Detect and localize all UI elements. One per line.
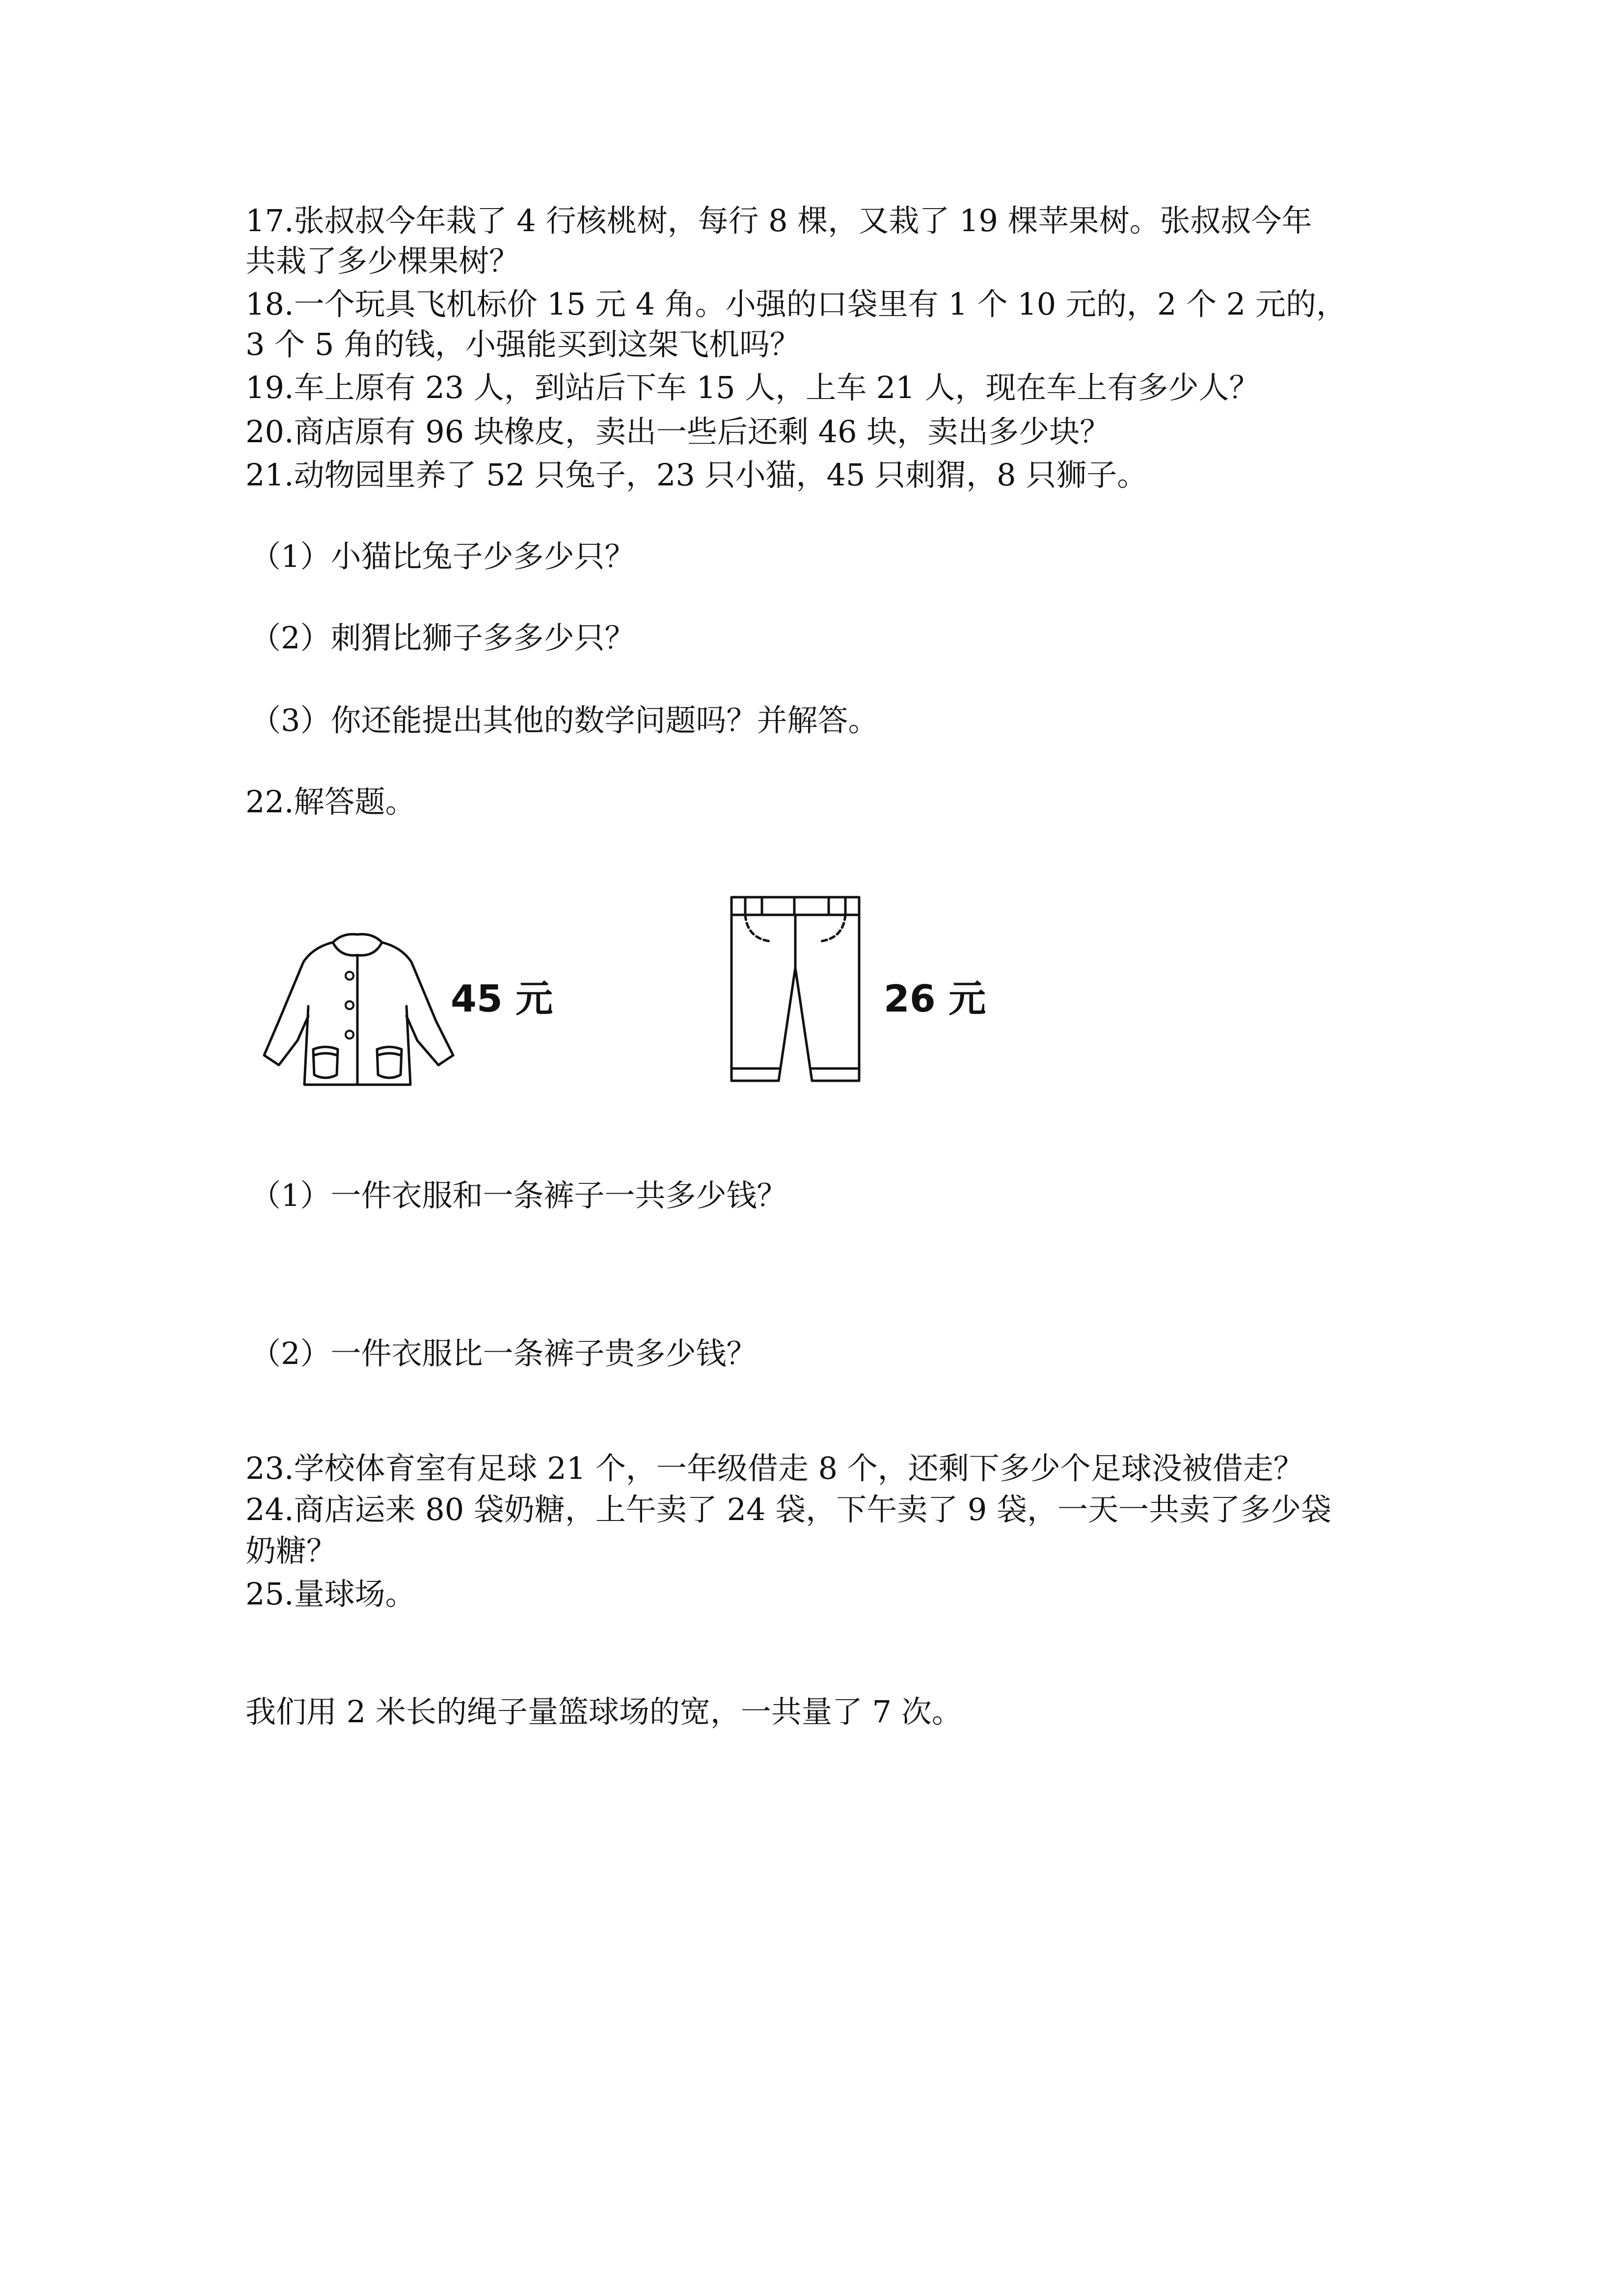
pants-price: 26 元 — [884, 977, 986, 1020]
q22-sub1: （1）一件衣服和一条裤子一共多少钱？ — [250, 1177, 787, 1213]
q18-line1: 18.一个玩具飞机标价 15 元 4 角。小强的口袋里有 1 个 10 元的，2 个 2 元的， — [245, 286, 1347, 322]
q21-line1: 21.动物园里养了 52 只兔子，23 只小猫，45 只刺猬，8 只狮子。 — [245, 457, 1148, 493]
jacket-icon — [259, 923, 456, 1090]
q25-title: 25.量球场。 — [245, 1576, 416, 1612]
q21-sub2: （2）刺猬比狮子多多少只？ — [250, 620, 635, 656]
q24-line2: 奶糖？ — [245, 1533, 337, 1569]
q23-line1: 23.学校体育室有足球 21 个，一年级借走 8 个，还剩下多少个足球没被借走？ — [245, 1450, 1304, 1486]
q21-sub1: （1）小猫比兔子少多少只？ — [250, 538, 635, 574]
q17-line1: 17.张叔叔今年栽了 4 行核桃树，每行 8 棵，又栽了 19 棵苹果树。张叔叔今年 — [245, 203, 1312, 239]
q18-line2: 3 个 5 角的钱，小强能买到这架飞机吗？ — [245, 326, 801, 362]
q22-title: 22.解答题。 — [245, 784, 416, 820]
q22-sub2: （2）一件衣服比一条裤子贵多少钱？ — [250, 1335, 757, 1371]
pants-icon — [726, 894, 868, 1091]
q24-line1: 24.商店运来 80 袋奶糖，上午卖了 24 袋，下午卖了 9 袋，一天一共卖了多少袋 — [245, 1492, 1332, 1527]
q17-line2: 共栽了多少棵果树？ — [245, 243, 520, 279]
q19-line1: 19.车上原有 23 人，到站后下车 15 人，上车 21 人，现在车上有多少人？ — [245, 370, 1260, 405]
q20-line1: 20.商店原有 96 块橡皮，卖出一些后还剩 46 块，卖出多少块？ — [245, 414, 1110, 450]
q21-sub3: （3）你还能提出其他的数学问题吗？并解答。 — [250, 702, 879, 738]
jacket-price: 45 元 — [451, 977, 553, 1020]
q25-body: 我们用 2 米长的绳子量篮球场的宽，一共量了 7 次。 — [245, 1694, 962, 1730]
